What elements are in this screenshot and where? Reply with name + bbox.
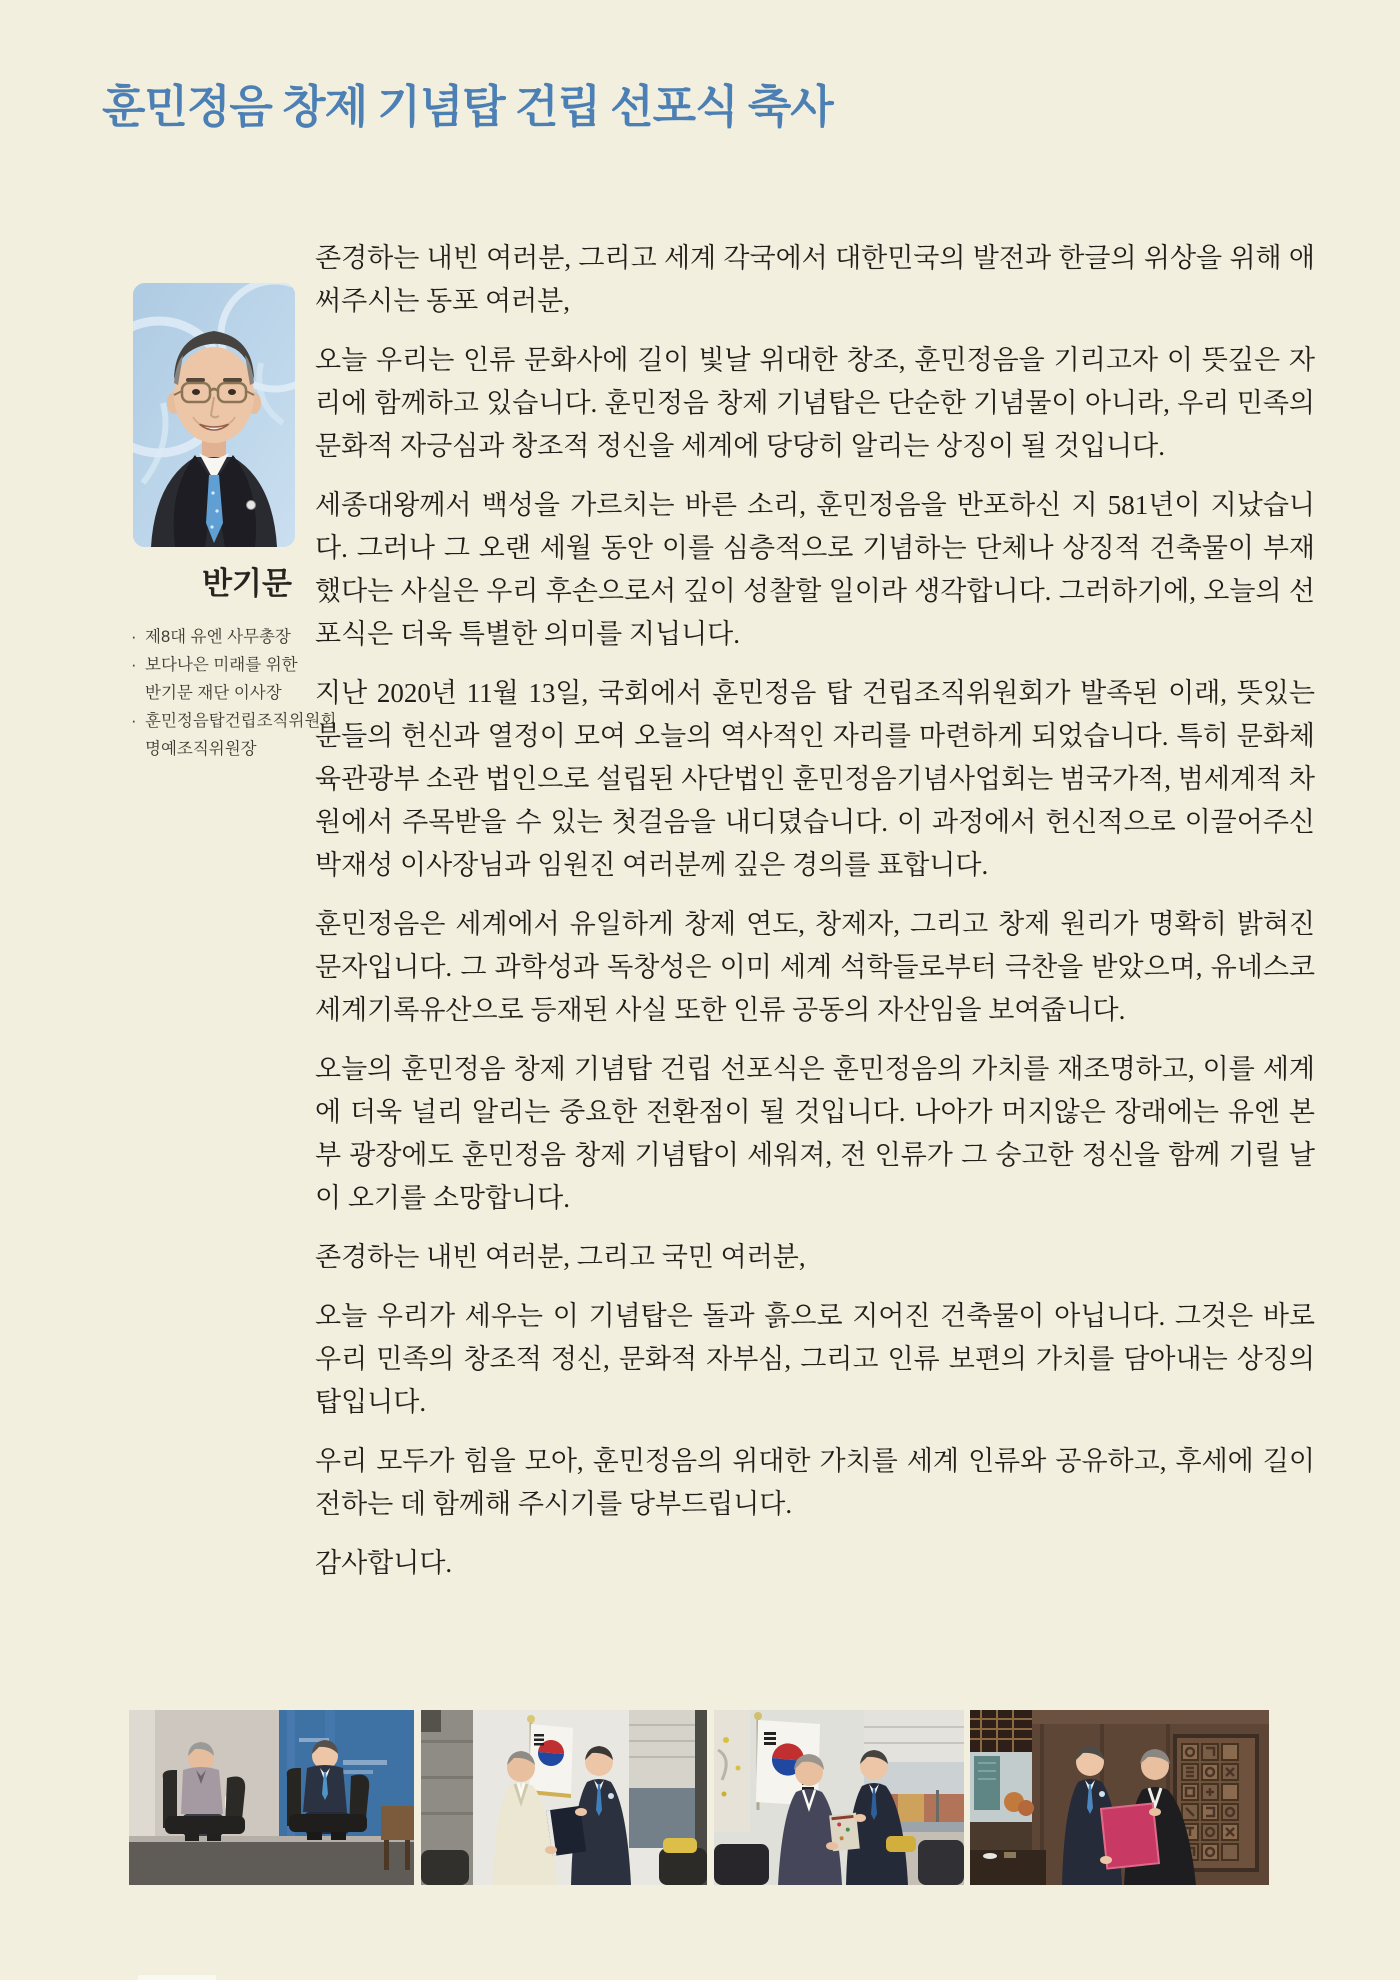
- credential-line: [131, 623, 336, 651]
- credentials-list: [131, 623, 336, 763]
- credential-text: 보다나은 미래를 위한: [145, 656, 298, 674]
- credential-line: [131, 707, 336, 735]
- credential-line: [131, 735, 336, 763]
- gallery-photo-red-folder: [970, 1710, 1269, 1885]
- page-title: 훈민정음 창제 기념탑 건립 선포식 축사: [102, 82, 833, 132]
- bullet: [131, 735, 145, 763]
- portrait-photo: [133, 283, 295, 547]
- speech-paragraph: 오늘 우리가 세우는 이 기념탑은 돌과 흙으로 지어진 건축물이 아닙니다. 그것은 바로 우리 민족의 창조적 정신, 문화적 자부심, 그리고 인류 보편의 가치를 담아내는 상징의 탑입니다.: [315, 1301, 1315, 1417]
- bullet: ·: [131, 656, 137, 674]
- credential-line: [131, 651, 336, 679]
- credential-line: [131, 679, 336, 707]
- footer-partial-mark: [138, 1975, 216, 1980]
- speech-paragraph: 오늘의 훈민정음 창제 기념탑 건립 선포식은 훈민정음의 가치를 재조명하고, 이를 세계에 더욱 널리 알리는 중요한 전환점이 될 것입니다. 나아가 머지않은 장래에는 유엔 본부 광장에도 훈민정음 창제 기념탑이 세워져, 전 인류가 그 숭고한 정신을 함께 기릴 날이 오기를 소망합니다.: [315, 1054, 1315, 1213]
- gallery-photo-book-presentation: [421, 1710, 707, 1885]
- gallery-photo-armchair-meeting: [129, 1710, 414, 1885]
- photo-magazine-presentation-illustration: [714, 1710, 964, 1885]
- bullet: ·: [131, 712, 137, 730]
- gallery-photo-magazine-presentation: [714, 1710, 964, 1885]
- speaker-name: 반기문: [202, 566, 292, 601]
- speech-paragraph: 존경하는 내빈 여러분, 그리고 세계 각국에서 대한민국의 발전과 한글의 위상을 위해 애써주시는 동포 여러분,: [315, 243, 1315, 316]
- ban-ki-moon-portrait-illustration: [133, 283, 295, 547]
- credential-text: 명예조직위원장: [145, 740, 257, 758]
- photo-armchair-meeting-illustration: [129, 1710, 414, 1885]
- speech-paragraph: 오늘 우리는 인류 문화사에 길이 빛날 위대한 창조, 훈민정음을 기리고자 이 뜻깊은 자리에 함께하고 있습니다. 훈민정음 창제 기념탑은 단순한 기념물이 아니라, 우리 민족의 문화적 자긍심과 창조적 정신을 세계에 당당히 알리는 상징이 될 것입니다.: [315, 345, 1315, 461]
- speech-paragraph: 세종대왕께서 백성을 가르치는 바른 소리, 훈민정음을 반포하신 지 581년이 지났습니다. 그러나 그 오랜 세월 동안 이를 심층적으로 기념하는 단체나 상징적 건축물이 부재했다는 사실은 우리 후손으로서 깊이 성찰할 일이라 생각합니다. 그러하기에, 오늘의 선포식은 더욱 특별한 의미를 지닙니다.: [315, 490, 1315, 649]
- photo-red-folder-illustration: [970, 1710, 1269, 1885]
- credential-text: 제8대 유엔 사무총장: [145, 628, 291, 646]
- photo-book-presentation-illustration: [421, 1710, 707, 1885]
- credential-text: 훈민정음탑건립조직위원회: [145, 712, 337, 730]
- bullet: [131, 679, 145, 707]
- speech-paragraph: 지난 2020년 11월 13일, 국회에서 훈민정음 탑 건립조직위원회가 발족된 이래, 뜻있는 분들의 헌신과 열정이 모여 오늘의 역사적인 자리를 마련하게 되었습니다. 특히 문화체육관광부 소관 법인으로 설립된 사단법인 훈민정음기념사업회는 범국가적, 범세계적 차원에서 주목받을 수 있는 첫걸음을 내디뎠습니다. 이 과정에서 헌신적으로 이끌어주신 박재성 이사장님과 임원진 여러분께 깊은 경의를 표합니다.: [315, 678, 1315, 880]
- credential-text: 반기문 재단 이사장: [145, 684, 282, 702]
- speech-paragraph: 존경하는 내빈 여러분, 그리고 국민 여러분,: [315, 1242, 806, 1272]
- speech-body: [315, 237, 1315, 1601]
- speech-paragraph: 감사합니다.: [315, 1548, 453, 1578]
- speech-paragraph: 우리 모두가 힘을 모아, 훈민정음의 위대한 가치를 세계 인류와 공유하고, 후세에 길이 전하는 데 함께해 주시기를 당부드립니다.: [315, 1446, 1315, 1519]
- speech-paragraph: 훈민정음은 세계에서 유일하게 창제 연도, 창제자, 그리고 창제 원리가 명확히 밝혀진 문자입니다. 그 과학성과 독창성은 이미 세계 석학들로부터 극찬을 받았으며, 유네스코 세계기록유산으로 등재된 사실 또한 인류 공동의 자산임을 보여줍니다.: [315, 909, 1315, 1025]
- bullet: ·: [131, 628, 137, 646]
